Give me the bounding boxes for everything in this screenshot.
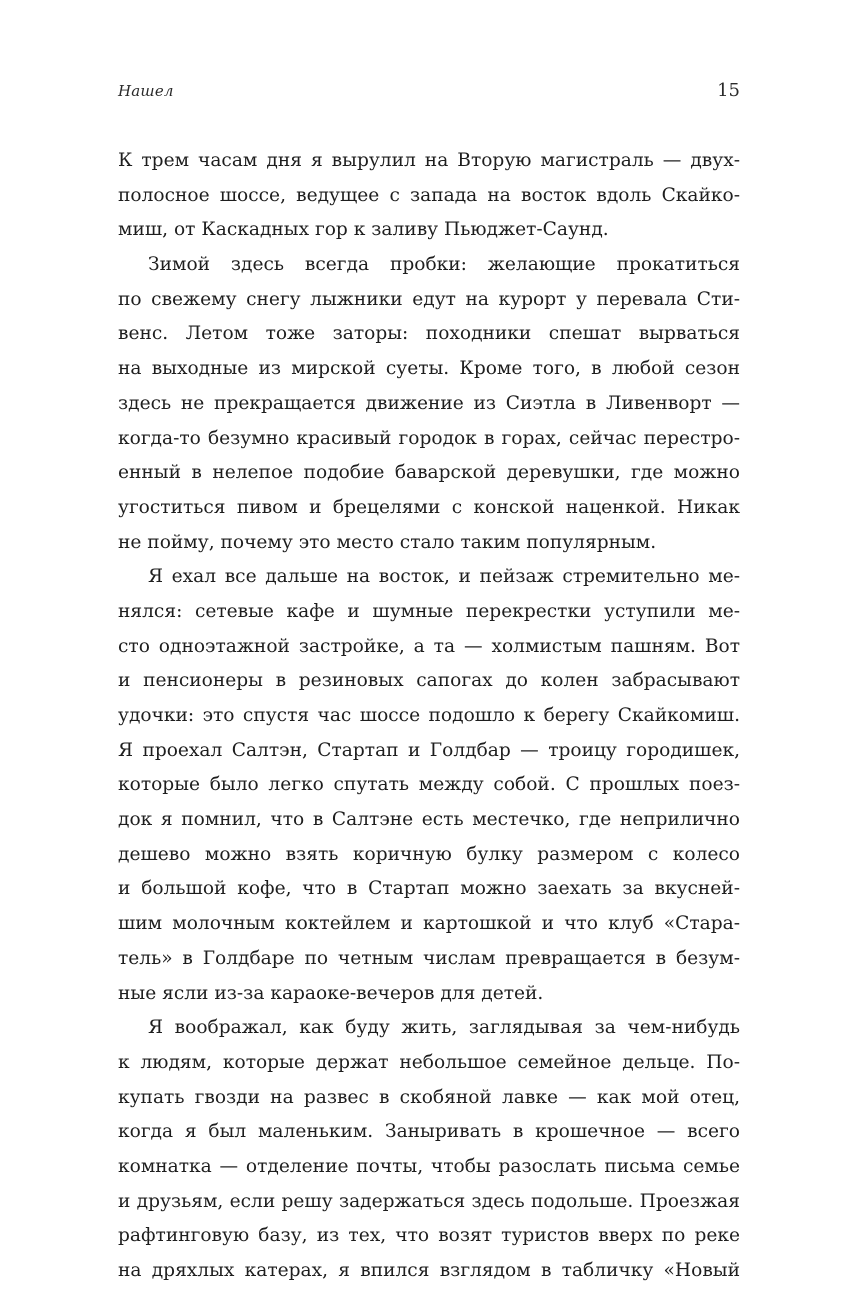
text-line: Я воображал, как буду жить, заглядывая за чем-нибудь xyxy=(148,1017,740,1039)
paragraph xyxy=(118,144,740,248)
text-line: купать гвозди на развес в скобяной лавке — как мой отец, xyxy=(118,1086,740,1108)
chapter-title: Нашел xyxy=(118,82,174,100)
text-line: и друзьям, если решу задержаться здесь подольше. Проезжая xyxy=(118,1190,740,1212)
body-text xyxy=(118,144,740,1289)
text-line: дешево можно взять коричную булку размером с колесо xyxy=(118,843,740,865)
text-line: не пойму, почему это место стало таким популярным. xyxy=(118,531,657,553)
text-line: Зимой здесь всегда пробки: желающие прокатиться xyxy=(148,254,740,276)
text-line: по свежему снегу лыжники едут на курорт у перевала Сти- xyxy=(118,288,740,310)
text-line: К трем часам дня я вырулил на Вторую магистраль — двух- xyxy=(118,150,740,171)
text-line: которые было легко спутать между собой. С прошлых поез- xyxy=(118,774,740,796)
text-line: сто одноэтажной застройке, а та — холмистым пашням. Вот xyxy=(118,635,740,657)
text-line: венс. Летом тоже заторы: походники спешат вырваться xyxy=(118,323,740,345)
text-line: рафтинговую базу, из тех, что возят туристов вверх по реке xyxy=(118,1225,740,1247)
paragraph xyxy=(118,1011,740,1289)
text-line: угоститься пивом и брецелями с конской наценкой. Никак xyxy=(118,496,740,518)
text-line: когда я был маленьким. Заныривать в крошечное — всего xyxy=(118,1121,740,1143)
running-head xyxy=(118,80,740,106)
text-line: тель» в Голдбаре по четным числам превращается в безум- xyxy=(118,947,740,969)
text-line: к людям, которые держат небольшое семейное дельце. По- xyxy=(118,1051,740,1073)
paragraph xyxy=(118,248,740,560)
page-number: 15 xyxy=(717,80,740,101)
text-line: енный в нелепое подобие баварской деревушки, где можно xyxy=(118,462,740,484)
text-line: и пенсионеры в резиновых сапогах до колен забрасывают xyxy=(118,670,740,692)
text-line: и большой кофе, что в Стартап можно заехать за вкусней- xyxy=(118,878,740,900)
text-line: комнатка — отделение почты, чтобы разослать письма семье xyxy=(118,1155,740,1177)
paragraph xyxy=(118,560,740,1011)
text-line: здесь не прекращается движение из Сиэтла в Ливенворт — xyxy=(118,392,740,414)
text-line: нялся: сетевые кафе и шумные перекрестки уступили ме- xyxy=(118,600,740,622)
text-line: миш, от Каскадных гор к заливу Пьюджет-Саунд. xyxy=(118,219,609,241)
text-line: док я помнил, что в Салтэне есть местечко, где неприлично xyxy=(118,809,740,831)
text-line: Я проехал Салтэн, Стартап и Голдбар — троицу городишек, xyxy=(118,739,740,761)
text-line: когда-то безумно красивый городок в горах, сейчас перестро- xyxy=(118,427,740,449)
text-line: на дряхлых катерах, я впился взглядом в табличку «Новый xyxy=(118,1260,740,1281)
text-line: ные ясли из-за караоке-вечеров для детей. xyxy=(118,982,544,1004)
text-line: удочки: это спустя час шоссе подошло к берегу Скайкомиш. xyxy=(118,705,740,726)
text-line: полосное шоссе, ведущее с запада на восток вдоль Скайко- xyxy=(118,184,740,206)
text-line: на выходные из мирской суеты. Кроме того, в любой сезон xyxy=(118,358,740,380)
text-line: Я ехал все дальше на восток, и пейзаж стремительно ме- xyxy=(148,566,740,588)
text-line: шим молочным коктейлем и картошкой и что клуб «Стара- xyxy=(118,913,740,935)
